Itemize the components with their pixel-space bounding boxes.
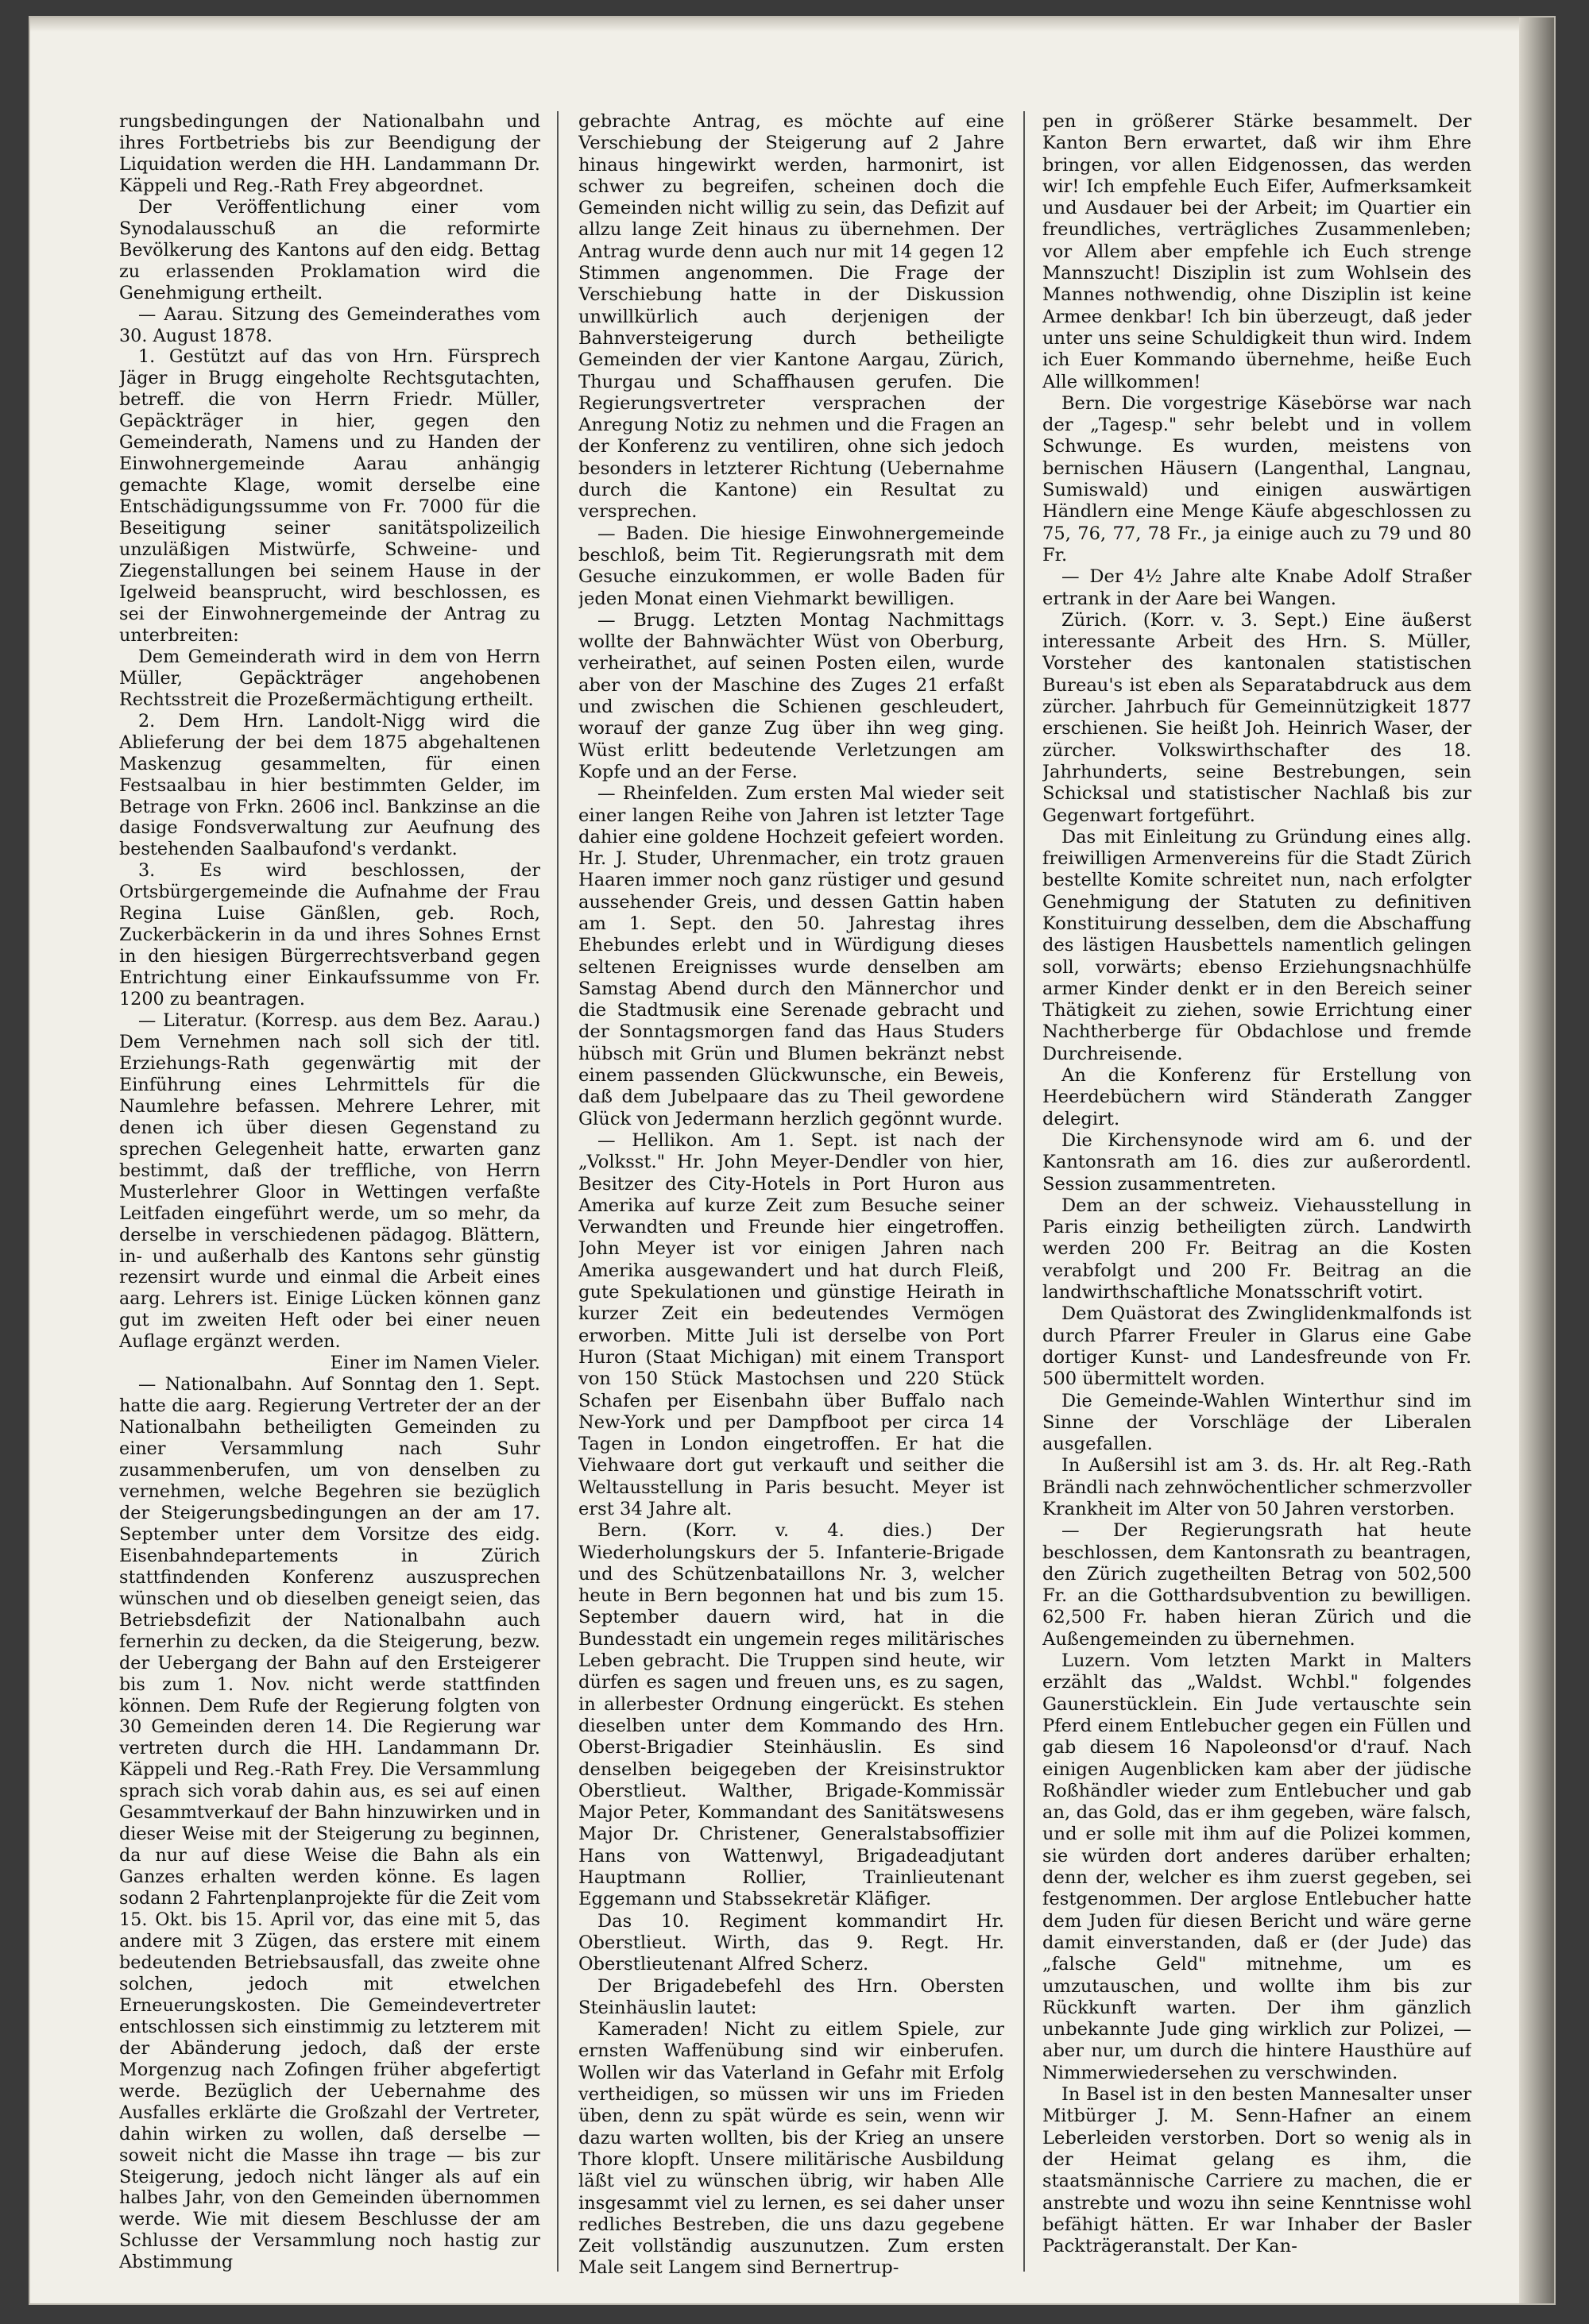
paragraph: — Brugg. Letzten Montag Nachmittags wollte der Bahnwächter Wüst von Oberburg, verheirathet, auf seinen Posten eilen, wurde aber von der Maschine des Zuges 21 erfaßt und zwischen die Schienen geschleudert, worauf der ganze Zug über ihn weg ging. Wüst erlitt bedeutende Verletzungen am Kopfe und an der Ferse. xyxy=(578,609,1004,782)
paragraph: — Der 4½ Jahre alte Knabe Adolf Straßer ertrank in der Aare bei Wangen. xyxy=(1042,566,1471,609)
paragraph: — Aarau. Sitzung des Gemeinderathes vom 30. August 1878. xyxy=(119,303,540,346)
paragraph: — Nationalbahn. Auf Sonntag den 1. Sept. hatte die aarg. Regierung Vertreter der an der Nationalbahn betheiligten Gemeinden zu einer Versammlung nach Suhr zusammenberufen, um von denselben zu vernehmen, welche Begehren sie bezüglich der Steigerungsbedingungen an der am 17. September unter dem Vorsitze des eidg. Eisenbahndepartements in Zürich stattfindenden Konferenz auszusprechen wünschen und ob dieselben geneigt seien, das Betriebsdefizit der Nationalbahn auch fernerhin zu decken, da die Steigerung, bezw. der Uebergang der Bahn auf den Ersteigerer bis zum 1. Nov. nicht werde stattfinden können. Dem Rufe der Regierung folgten von 30 Gemeinden deren 14. Die Regierung war vertreten durch die HH. Landammann Dr. Käppeli und Reg.-Rath Frey. Die Versammlung sprach sich vorab dahin aus, es sei auf einen Gesammtverkauf der Bahn hinzuwirken und in dieser Weise mit der Steigerung zu beginnen, da nur auf diese Weise die Bahn als ein Ganzes erhalten werden könne. Es lagen sodann 2 Fahrtenplanprojekte für die Zeit vom 15. Okt. bis 15. April vor, das eine mit 5, das andere mit 3 Zügen, das erstere mit einem bedeutenden Betriebsausfall, das zweite ohne solchen, jedoch mit etwelchen Erneuerungskosten. Die Gemeindevertreter entschlossen sich einstimmig zu letzterem mit der Abänderung jedoch, daß der erste Morgenzug nach Zofingen früher abgefertigt werde. Bezüglich der Uebernahme des Ausfalles erklärte die Großzahl der Vertreter, dahin wirken zu wollen, daß derselbe — soweit nicht die Masse ihn trage — bis zur Steigerung, jedoch nicht länger als auf ein halbes Jahr, von den Gemeinden übernommen werde. Wie mit diesem Beschlusse der am Schlusse der Versammlung noch hastig zur Abstimmung xyxy=(119,1374,540,2273)
paragraph: Der Veröffentlichung einer vom Synodalausschuß an die reformirte Bevölkerung des Kantons auf den eidg. Bettag zu erlassenden Proklamation wird die Genehmigung ertheilt. xyxy=(119,196,540,303)
paragraph: Dem Quästorat des Zwinglidenkmalfonds ist durch Pfarrer Freuler in Glarus eine Gabe dortiger Kunst- und Landesfreunde von Fr. 500 übermittelt worden. xyxy=(1042,1303,1471,1390)
paragraph: Die Kirchensynode wird am 6. und der Kantonsrath am 16. dies zur außerordentl. Session zusammentreten. xyxy=(1042,1129,1471,1195)
paragraph: Die Gemeinde-Wahlen Winterthur sind im Sinne der Vorschläge der Liberalen ausgefallen. xyxy=(1042,1390,1471,1455)
paragraph: Dem Gemeinderath wird in dem von Herrn Müller, Gepäckträger angehobenen Rechtsstreit die Prozeßermächtigung ertheilt. xyxy=(119,646,540,710)
paragraph: In Außersihl ist am 3. ds. Hr. alt Reg.-Rath Brändli nach zehnwöchentlicher schmerzvoller Krankheit im Alter von 50 Jahren verstorben. xyxy=(1042,1455,1471,1519)
paragraph: In Basel ist in den besten Mannesalter unser Mitbürger J. M. Senn-Hafner an einem Leberleiden verstorben. Dort so wenig als in der Heimat gelang es ihm, die staatsmännische Carriere zu machen, die er anstrebte und wozu ihn seine Kenntnisse wohl befähigt hätten. Er war Inhaber der Basler Packträgeranstalt. Der Kan- xyxy=(1042,2084,1471,2257)
paragraph: Das mit Einleitung zu Gründung eines allg. freiwilligen Armenvereins für die Stadt Zürich bestellte Komite schreitet nun, nach erfolgter Genehmigung der Statuten zu definitiven Konstituirung desselben, dem die Abschaffung des lästigen Hausbettels namentlich gelingen soll, vorwärts; ebenso Erziehungsnachhülfe armer Kinder denkt er in den Bereich seiner Thätigkeit zu ziehen, sowie Errichtung einer Nachtherberge für Obdachlose und fremde Durchreisende. xyxy=(1042,826,1471,1064)
paragraph: Kameraden! Nicht zu eitlem Spiele, zur ernsten Waffenübung sind wir einberufen. Wollen wir das Vaterland in Gefahr mit Erfolg vertheidigen, so müssen wir uns im Frieden üben, denn zu spät würde es sein, wenn wir dazu warten wollten, bis der Krieg an unsere Thore klopft. Unsere militärische Ausbildung läßt viel zu wünschen übrig, wir haben Alle insgesammt viel zu lernen, es sei daher unser redliches Bestreben, die uns dazu gegebene Zeit vollständig auszunutzen. Zum ersten Male seit Langem sind Bernertrup- xyxy=(578,2019,1004,2279)
paragraph: — Rheinfelden. Zum ersten Mal wieder seit einer langen Reihe von Jahren ist letzter Tage dahier eine goldene Hochzeit gefeiert worden. Hr. J. Studer, Uhrenmacher, ein trotz grauen Haaren immer noch ganz rüstiger und gesund aussehender Greis, und dessen Gattin haben am 1. Sept. den 50. Jahrestag ihres Ehebundes erlebt und in Würdigung dieses seltenen Ereignisses wurde denselben am Samstag Abend durch den Männerchor und die Stadtmusik eine Serenade gebracht und der Sonntagsmorgen fand das Haus Studers hübsch mit Grün und Blumen bekränzt nebst einem passenden Glückwunsche, ein Beweis, daß dem Jubelpaare das zu Theil gewordene Glück von Jedermann herzlich gegönnt wurde. xyxy=(578,783,1004,1129)
paragraph: — Hellikon. Am 1. Sept. ist nach der „Volksst." Hr. John Meyer-Dendler von hier, Besitzer des City-Hotels in Port Huron aus Amerika auf kurze Zeit zum Besuche seiner Verwandten und Freunde hier eingetroffen. John Meyer ist vor einigen Jahren nach Amerika ausgewandert und hat durch Fleiß, gute Spekulationen und günstige Heirath in kurzer Zeit ein bedeutendes Vermögen erworben. Mitte Juli ist derselbe von Port Huron (Staat Michigan) mit einem Transport von 150 Stück Mastochsen und 220 Stück Schafen per Eisenbahn über Buffalo nach New-York und per Dampfboot per circa 14 Tagen in London eingetroffen. Er hat die Viehwaare dort gut verkauft und seither die Weltausstellung in Paris besucht. Meyer ist erst 34 Jahre alt. xyxy=(578,1129,1004,1519)
signature-line: Einer im Namen Vieler. xyxy=(330,1353,540,1374)
paragraph: Bern. (Korr. v. 4. dies.) Der Wiederholungskurs der 5. Infanterie-Brigade und des Schützenbataillons Nr. 3, welcher heute in Bern begonnen hat und bis zum 15. September dauern wird, hat in die Bundesstadt ein ungemein reges militärisches Leben gebracht. Die Truppen sind heute, wir dürfen es sagen und freuen uns, es zu sagen, in allerbester Ordnung eingerückt. Es stehen dieselben unter dem Kommando des Hrn. Oberst-Brigadier Steinhäuslin. Es sind denselben beigegeben der Kreisinstruktor Oberstlieut. Walther, Brigade-Kommissär Major Peter, Kommandant des Sanitätswesens Major Dr. Christener, Generalstabsoffizier Hans von Wattenwyl, Brigadeadjutant Hauptmann Rollier, Trainlieutenant Eggemann und Stabssekretär Kläfiger. xyxy=(578,1520,1004,1910)
page-binding-edge xyxy=(1519,17,1554,2303)
paragraph: Zürich. (Korr. v. 3. Sept.) Eine äußerst interessante Arbeit des Hrn. S. Müller, Vorsteher des kantonalen statistischen Bureau's ist eben als Separatabdruck aus dem zürcher. Jahrbuch für Gemeinnützigkeit 1877 erschienen. Sie heißt Joh. Heinrich Waser, der zürcher. Volkswirthschafter des 18. Jahrhunderts, seine Bestrebungen, sein Schicksal und statistischer Nachlaß bis zur Gegenwart fortgeführt. xyxy=(1042,609,1471,826)
column-1 xyxy=(119,111,540,2280)
column-2 xyxy=(578,111,1004,2280)
paragraph: — Literatur. (Korresp. aus dem Bez. Aarau.) Dem Vernehmen nach soll sich der titl. Erziehungs-Rath gegenwärtig mit der Einführung eines Lehrmittels für die Naumlehre befassen. Mehrere Lehrer, mit denen ich über diesen Gegenstand zu sprechen Gelegenheit hatte, erwarten ganz bestimmt, daß der treffliche, von Herrn Musterlehrer Gloor in Wettingen verfaßte Leitfaden eingeführt werde, um so mehr, da derselbe in verschiedenen pädagog. Blättern, in- und außerhalb des Kantons sehr günstig rezensirt wurde und einmal die Arbeit eines aarg. Lehrers ist. Einige Lücken können ganz gut im zweiten Heft oder bei einer neuen Auflage ergänzt werden. xyxy=(119,1010,540,1353)
paragraph: Luzern. Vom letzten Markt in Malters erzählt das „Waldst. Wchbl." folgendes Gaunerstücklein. Ein Jude vertauschte sein Pferd einem Entlebucher gegen ein Füllen und gab diesem 16 Napoleonsd'or d'rauf. Nach einigen Augenblicken kam aber der jüdische Roßhändler wieder zum Entlebucher und gab an, das Gold, das er ihm gegeben, wäre falsch, und er solle mit ihm auf die Polizei kommen, sie würden dort anderes darüber erhalten; denn der, welcher es ihm zuerst gegeben, sei festgenommen. Der arglose Entlebucher hatte dem Juden für diesen Bericht und wäre gerne damit einverstanden, daß er (der Jude) das „falsche Geld" mitnehme, um es umzutauschen, und wollte ihm bis zur Rückkunft warten. Der ihm gänzlich unbekannte Jude ging wirklich zur Polizei, — aber nur, um durch die hintere Hausthüre auf Nimmerwiedersehen zu verschwinden. xyxy=(1042,1650,1471,2083)
column-rule xyxy=(557,111,559,2272)
paragraph: gebrachte Antrag, es möchte auf eine Verschiebung der Steigerung auf 2 Jahre hinaus hingewirkt werden, harmonirt, ist schwer zu begreifen, scheinen doch die Gemeinden nicht willig zu sein, das Defizit auf allzu lange Zeit hinaus zu übernehmen. Der Antrag wurde denn auch nur mit 14 gegen 12 Stimmen angenommen. Die Frage der Verschiebung hatte in der Diskussion unwillkürlich auch derjenigen der Bahnversteigerung durch betheiligte Gemeinden der vier Kantone Aargau, Zürich, Thurgau und Schaffhausen gerufen. Die Regierungsvertreter versprachen der Anregung Notiz zu nehmen und die Fragen an der Konferenz zu ventiliren, ohne sich jedoch besonders in letzterer Richtung (Uebernahme durch die Kantone) ein Resultat zu versprechen. xyxy=(578,111,1004,523)
paragraph: An die Konferenz für Erstellung von Heerdebüchern wird Ständerath Zangger delegirt. xyxy=(1042,1065,1471,1129)
page-top-edge xyxy=(30,17,1554,32)
newspaper-page xyxy=(30,17,1554,2303)
paragraph: 1. Gestützt auf das von Hrn. Fürsprech Jäger in Brugg eingeholte Rechtsgutachten, betreff. die von Herrn Friedr. Müller, Gepäckträger in hier, gegen den Gemeinderath, Namens und zu Handen der Einwohnergemeinde Aarau anhängig gemachte Klage, womit derselbe eine Entschädigungssumme von Fr. 7000 für die Beseitigung seiner sanitätspolizeilich unzuläßigen Mistwürfe, Schweine- und Ziegenstallungen bei seinem Hause in der Igelweid beansprucht, wird beschlossen, es sei der Einwohnergemeinde der Antrag zu unterbreiten: xyxy=(119,346,540,646)
paragraph: Dem an der schweiz. Viehausstellung in Paris einzig betheiligten zürch. Landwirth werden 200 Fr. Beitrag an die Kosten verabfolgt und 200 Fr. Beitrag an die landwirthschaftliche Monatsschrift votirt. xyxy=(1042,1195,1471,1303)
paragraph: 3. Es wird beschlossen, der Ortsbürgergemeinde die Aufnahme der Frau Regina Luise Gänßlen, geb. Roch, Zuckerbäckerin in da und ihres Sohnes Ernst in den hiesigen Bürgerrechtsverband gegen Entrichtung einer Einkaufssumme von Fr. 1200 zu beantragen. xyxy=(119,860,540,1010)
paragraph: Der Brigadebefehl des Hrn. Obersten Steinhäuslin lautet: xyxy=(578,1975,1004,2018)
paragraph: 2. Dem Hrn. Landolt-Nigg wird die Ablieferung der bei dem 1875 abgehaltenen Maskenzug gesammelten, für einen Festsaalbau in hier bestimmten Gelder, im Betrage von Frkn. 2606 incl. Bankzinse an die dasige Fondsverwaltung zur Aeufnung des bestehenden Saalbaufond's verdankt. xyxy=(119,710,540,860)
paragraph: pen in größerer Stärke besammelt. Der Kanton Bern erwartet, daß wir ihm Ehre bringen, vor allen Eidgenossen, das werden wir! Ich empfehle Euch Eifer, Aufmerksamkeit und Ausdauer bei der Arbeit; im Quartier ein freundliches, verträgliches Zusammenleben; vor Allem aber empfehle ich Euch strenge Mannszucht! Disziplin ist zum Wohlsein des Mannes nothwendig, ohne Disziplin ist keine Armee denkbar! Ich bin überzeugt, daß jeder unter uns seine Schuldigkeit thun wird. Indem ich Euer Kommando übernehme, heiße Euch Alle willkommen! xyxy=(1042,111,1471,392)
paragraph: — Baden. Die hiesige Einwohnergemeinde beschloß, beim Tit. Regierungsrath mit dem Gesuche einzukommen, er wolle Baden für jeden Monat einen Viehmarkt bewilligen. xyxy=(578,523,1004,609)
paragraph: rungsbedingungen der Nationalbahn und ihres Fortbetriebs bis zur Beendigung der Liquidation werden die HH. Landammann Dr. Käppeli und Reg.-Rath Frey abgeordnet. xyxy=(119,111,540,196)
column-3 xyxy=(1042,111,1471,2280)
paragraph: Bern. Die vorgestrige Käsebörse war nach der „Tagesp." sehr belebt und in vollem Schwunge. Es wurden, meistens von bernischen Häusern (Langenthal, Langnau, Sumiswald) und einigen auswärtigen Händlern eine Menge Käufe abgeschlossen zu 75, 76, 77, 78 Fr., ja einige auch zu 79 und 80 Fr. xyxy=(1042,392,1471,566)
paragraph: Das 10. Regiment kommandirt Hr. Oberstlieut. Wirth, das 9. Regt. Hr. Oberstlieutenant Alfred Scherz. xyxy=(578,1910,1004,1975)
paragraph: — Der Regierungsrath hat heute beschlossen, dem Kantonsrath zu beantragen, den Zürich zugetheilten Betrag von 502,500 Fr. an die Gotthardsubvention zu bewilligen. 62,500 Fr. haben hieran Zürich und die Außengemeinden zu übernehmen. xyxy=(1042,1520,1471,1650)
column-rule xyxy=(1023,111,1025,2272)
